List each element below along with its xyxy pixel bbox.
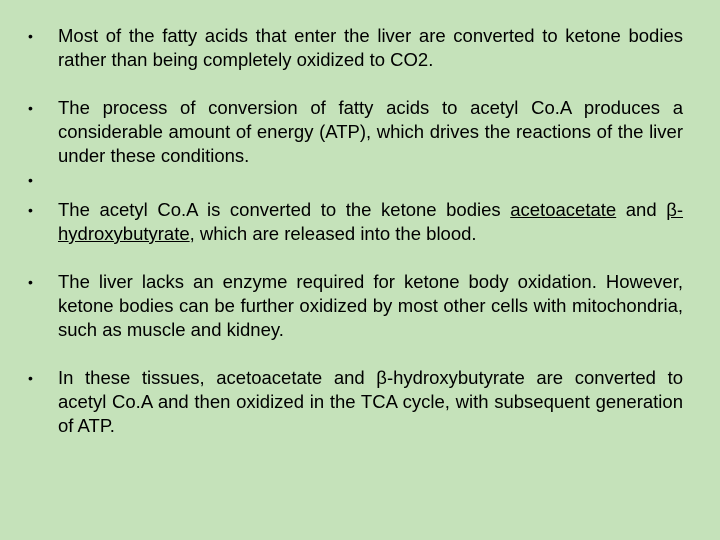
bullet-text: In these tissues, acetoacetate and β-hydroxybutyrate are converted to acetyl Co.A and then oxidized in the TCA cycle, with subsequent generation of ATP. <box>58 367 683 436</box>
bullet-text-part: , which are released into the blood. <box>189 223 477 244</box>
beta-hydroxybutyrate-link[interactable]: β-hydroxybutyrate <box>58 199 683 244</box>
bullet-empty <box>28 168 683 192</box>
bullet-fatty-acids-liver <box>28 24 683 72</box>
bullet-text: Most of the fatty acids that enter the liver are converted to ketone bodies rather than being completely oxidized to CO2. <box>58 25 683 70</box>
bullet-marker: • <box>28 100 33 116</box>
bullet-text: The liver lacks an enzyme required for ketone body oxidation. However, ketone bodies can be further oxidized by most other cells with mitochondria, such as muscle and kidney. <box>58 271 683 340</box>
acetoacetate-link[interactable]: acetoacetate <box>510 199 617 220</box>
bullet-text-part: and <box>616 199 667 220</box>
bullet-text-part: The acetyl Co.A is converted to the ketone bodies <box>58 199 511 220</box>
bullet-liver-enzyme <box>28 270 683 342</box>
bullet-marker: • <box>28 370 33 386</box>
bullet-marker: • <box>28 274 33 290</box>
bullet-tca-cycle <box>28 366 683 438</box>
bullet-text <box>58 198 683 246</box>
bullet-list <box>28 24 683 438</box>
bullet-marker: • <box>28 202 33 218</box>
bullet-ketone-bodies <box>28 198 683 246</box>
bullet-marker: • <box>28 172 33 188</box>
bullet-text: The process of conversion of fatty acids to acetyl Co.A produces a considerable amount of energy (ATP), which drives the reactions of the liver under these conditions. <box>58 97 683 166</box>
bullet-marker: • <box>28 28 33 44</box>
bullet-acetyl-coa-energy <box>28 96 683 168</box>
